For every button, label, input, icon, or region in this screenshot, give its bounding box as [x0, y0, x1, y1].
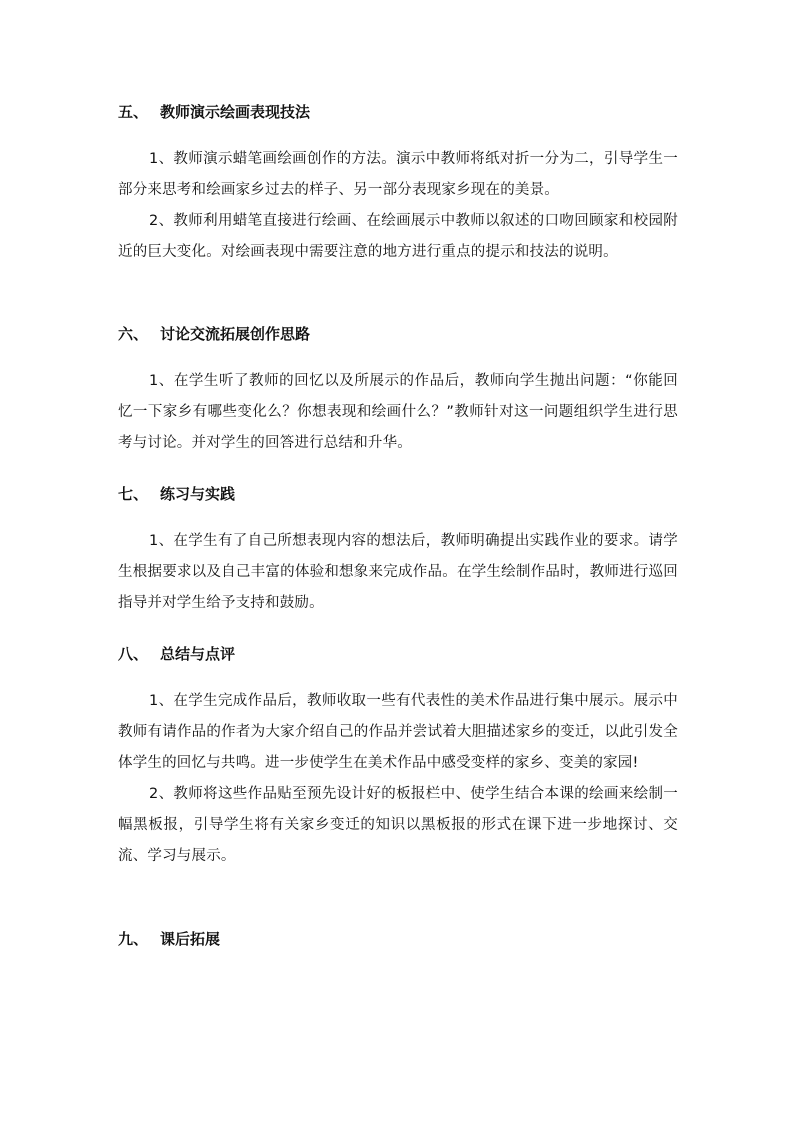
section-heading: [118, 928, 678, 950]
section-heading: [118, 643, 678, 665]
section-5: [118, 101, 678, 268]
paragraph: 1、在学生完成作品后，教师收取一些有代表性的美术作品进行集中展示。展示中教师有请作品的作者为大家介绍自己的作品并尝试着大胆描述家乡的变迁，以此引发全体学生的回忆与共鸣。进一步使学生在美术作品中感受变样的家乡、变美的家园!: [118, 693, 678, 771]
section-6: [118, 323, 678, 459]
paragraph: 1、教师演示蜡笔画绘画创作的方法。演示中教师将纸对折一分为二，引导学生一部分来思考和绘画家乡过去的样子、另一部分表现家乡现在的美景。: [118, 151, 678, 198]
section-number: 六、: [118, 325, 149, 343]
section-8: [118, 643, 678, 872]
paragraph: 1、在学生有了自己所想表现内容的想法后，教师明确提出实践作业的要求。请学生根据要求以及自己丰富的体验和想象来完成作品。在学生绘制作品时，教师进行巡回指导并对学生给予支持和鼓励。: [118, 533, 678, 611]
section-7: [118, 483, 678, 619]
section-title: 练习与实践: [160, 485, 236, 503]
paragraph: 2、教师利用蜡笔直接进行绘画、在绘画展示中教师以叙述的口吻回顾家和校园附近的巨大变化。对绘画表现中需要注意的地方进行重点的提示和技法的说明。: [118, 213, 678, 260]
section-number: 五、: [118, 103, 149, 121]
section-title: 教师演示绘画表现技法: [160, 103, 311, 121]
paragraph: 1、在学生听了教师的回忆以及所展示的作品后，教师向学生抛出问题：“你能回忆一下家乡有哪些变化么？你想表现和绘画什么？”教师针对这一问题组织学生进行思考与讨论。并对学生的回答进行总结和升华。: [118, 373, 678, 451]
section-number: 八、: [118, 645, 149, 663]
section-title: 总结与点评: [160, 645, 236, 663]
section-heading: [118, 101, 678, 123]
section-9: [118, 928, 678, 950]
section-heading: [118, 323, 678, 345]
section-number: 九、: [118, 930, 149, 948]
section-heading: [118, 483, 678, 505]
section-title: 课后拓展: [160, 930, 221, 948]
section-number: 七、: [118, 485, 149, 503]
section-title: 讨论交流拓展创作思路: [160, 325, 311, 343]
paragraph: 2、教师将这些作品贴至预先设计好的板报栏中、使学生结合本课的绘画来绘制一幅黑板报，引导学生将有关家乡变迁的知识以黑板报的形式在课下进一步地探讨、交流、学习与展示。: [118, 786, 678, 864]
